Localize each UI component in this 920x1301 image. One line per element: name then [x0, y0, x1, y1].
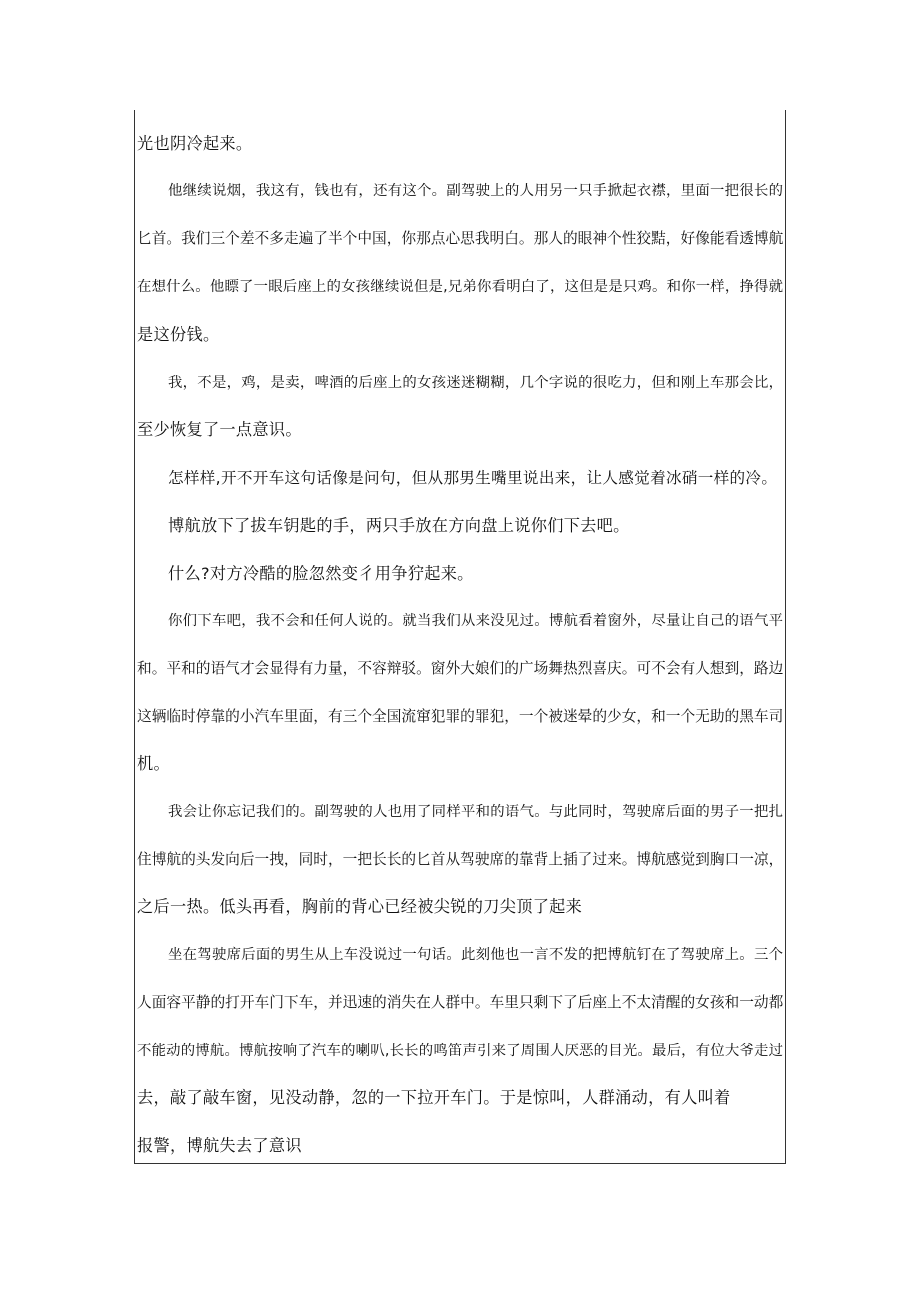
text-line: 住博航的头发向后一拽，同时，一把长长的匕首从驾驶席的靠背上插了过来。博航感觉到胸口一凉，	[137, 851, 783, 868]
text-line: 你们下车吧，我不会和任何人说的。就当我们从来没见过。博航看着窗外，尽量让自己的语气平	[168, 613, 783, 629]
text-line: 去，敲了敲车窗，见没动静，忽的一下拉开车门。于是惊叫，人群涌动，有人叫着	[137, 1088, 731, 1107]
text-line: 我会让你忘记我们的。副驾驶的人也用了同样平和的语气。与此同时，驾驶席后面的男子一把扎	[168, 804, 783, 820]
text-line: 我，不是，鸡，是卖，啤酒的后座上的女孩迷迷糊糊，几个字说的很吃力，但和刚上车那会比，	[168, 375, 783, 391]
text-line: 光也阴冷起来。	[137, 134, 253, 153]
text-line: 和。平和的语气才会显得有力量，不容辩驳。窗外大娘们的广场舞热烈喜庆。可不会有人想到，路边	[137, 660, 783, 677]
text-line: 这辆临时停靠的小汽车里面，有三个全国流窜犯罪的罪犯，一个被迷晕的少女，和一个无助的黑车司	[137, 708, 783, 725]
text-line: 坐在驾驶席后面的男生从上车没说过一句话。此刻他也一言不发的把博航钉在了驾驶席上。三个	[168, 947, 783, 963]
text-line: 报警，博航失去了意识	[137, 1136, 302, 1155]
text-line: 什么?对方冷酷的脸忽然变彳用争狞起来。	[168, 564, 474, 583]
text-line: 是这份钱。	[137, 325, 220, 344]
text-line: 博航放下了拔车钥匙的手，两只手放在方向盘上说你们下去吧。	[168, 516, 630, 535]
text-line: 机。	[137, 754, 170, 773]
text-line: 至少恢复了一点意识。	[137, 420, 302, 439]
text-line: 怎样样,开不开车这句话像是问句，但从那男生嘴里说出来，让人感觉着冰硝一样的冷。	[168, 469, 778, 487]
text-line: 不能动的博航。博航按响了汽车的喇叭,长长的鸣笛声引来了周围人厌恶的目光。最后，有位大爷走过	[137, 1043, 783, 1059]
text-line: 人面容平静的打开车门下车，并迅速的消失在人群中。车里只剩下了后座上不太清醒的女孩和一动都	[137, 994, 783, 1011]
text-line: 之后一热。低头再看，胸前的背心已经被尖锐的刀尖顶了起来	[137, 897, 583, 916]
text-line: 匕首。我们三个差不多走遍了半个中国，你那点心思我明白。那人的眼神个性狡黠，好像能看透博航	[137, 230, 783, 247]
text-line: 在想什么。他瞟了一眼后座上的女孩继续说但是,兄弟你看明白了，这但是是只鸡。和你一样，挣得就	[137, 279, 783, 295]
text-line: 他继续说烟，我这有，钱也有，还有这个。副驾驶上的人用另一只手掀起衣襟，里面一把很长的	[168, 183, 783, 199]
